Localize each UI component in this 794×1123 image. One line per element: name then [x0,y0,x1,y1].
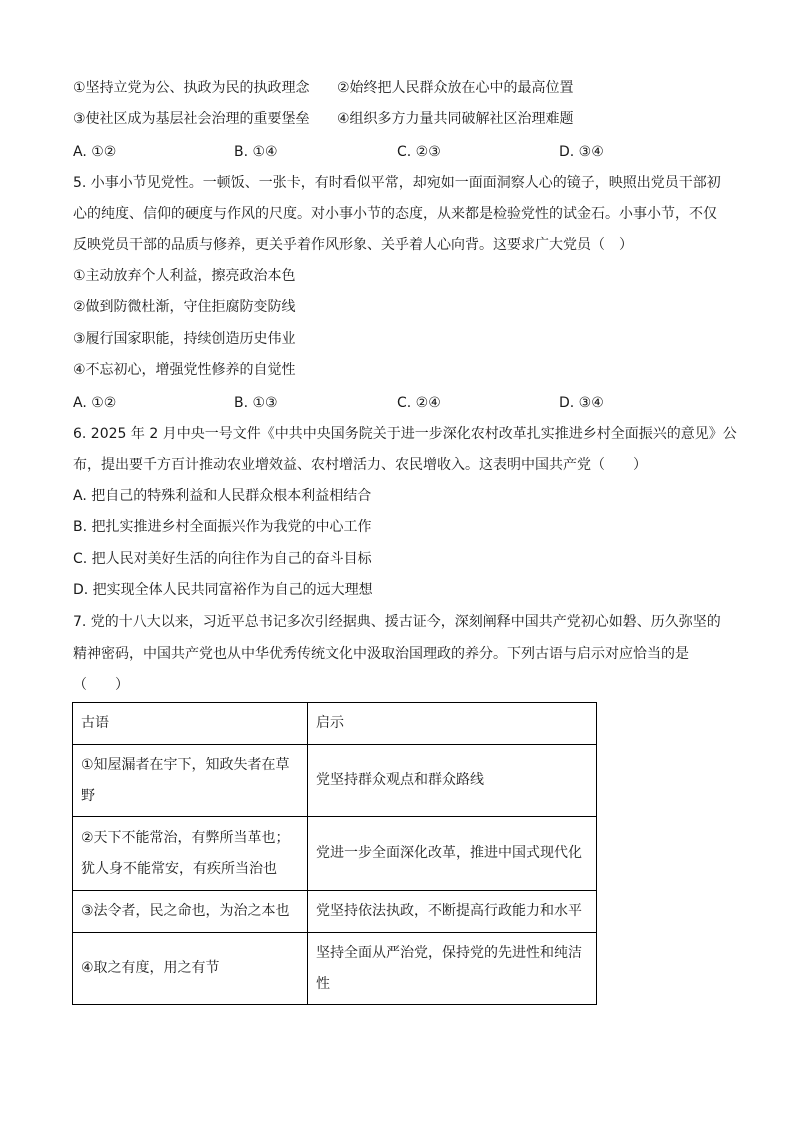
table-row [73,817,597,891]
table-cell-insight: 坚持全面从严治党，保持党的先进性和纯洁性 [308,933,597,1005]
q7-stem-line-1: 7. 党的十八大以来，习近平总书记多次引经据典、援古证今，深刻阐释中国共产党初心如磐、历久弥坚的 [73,614,721,630]
q5-stem-line-2: 心的纯度、信仰的硬度与作风的尺度。对小事小节的态度，从来都是检验党性的试金石。小事小节，不仅 [73,206,717,222]
q6-stem-line-1: 6. 2025 年 2 月中央一号文件《中共中央国务院关于进一步深化农村改革扎实推进乡村全面振兴的意见》公 [73,426,737,442]
q5-choice-a[interactable]: A. ①② [73,395,117,411]
q4-choices [73,142,713,162]
q4-choice-a[interactable]: A. ①② [73,144,117,160]
table-cell-quote: ①知屋漏者在宇下，知政失者在草野 [73,745,308,817]
q6-stem-line-2: 布，提出要千方百计推动农业增效益、农村增活力、农民增收入。这表明中国共产党（ ） [73,457,647,473]
q5-stem-line-3: 反映党员干部的品质与修养，更关乎着作风形象、关乎着人心向背。这要求广大党员（ ） [73,237,633,253]
table-header-quote: 古语 [73,703,308,745]
q6-choice-b[interactable]: B. 把扎实推进乡村全面振兴作为我党的中心工作 [73,519,372,535]
table-row [73,745,597,817]
q5-choice-d[interactable]: D. ③④ [559,395,604,411]
q4-choice-d[interactable]: D. ③④ [559,144,604,160]
q4-option-4: ④组织多方力量共同破解社区治理难题 [337,111,574,127]
table-header-row [73,703,597,745]
table-row [73,933,597,1005]
q7-stem-line-2: 精神密码，中国共产党也从中华优秀传统文化中汲取治国理政的养分。下列古语与启示对应恰当的是 [73,646,689,662]
q4-option-3: ③使社区成为基层社会治理的重要堡垒 [73,111,310,127]
q5-option-4: ④不忘初心，增强党性修养的自觉性 [73,362,296,378]
table-header-insight: 启示 [308,703,597,745]
q6-choice-c[interactable]: C. 把人民对美好生活的向往作为自己的奋斗目标 [73,551,372,567]
q6-choice-d[interactable]: D. 把实现全体人民共同富裕作为自己的远大理想 [73,582,373,598]
q5-choice-b[interactable]: B. ①③ [234,395,278,411]
q4-option-row-1 [73,78,713,98]
q7-stem-line-3: （ ） [73,677,129,693]
table-cell-insight: 党坚持群众观点和群众路线 [308,745,597,817]
table-cell-quote: ④取之有度，用之有节 [73,933,308,1005]
table-cell-insight: 党坚持依法执政，不断提高行政能力和水平 [308,891,597,933]
q4-choice-c[interactable]: C. ②③ [397,144,441,160]
q5-option-2: ②做到防微杜渐，守住拒腐防变防线 [73,299,296,315]
q5-stem-line-1: 5. 小事小节见党性。一顿饭、一张卡，有时看似平常，却宛如一面面洞察人心的镜子，映照出党员干部初 [73,175,721,191]
table-cell-insight: 党进一步全面深化改革，推进中国式现代化 [308,817,597,891]
table-cell-quote: ③法令者，民之命也，为治之本也 [73,891,308,933]
q4-option-1: ①坚持立党为公、执政为民的执政理念 [73,80,310,96]
q5-option-3: ③履行国家职能，持续创造历史伟业 [73,331,296,347]
table-row [73,891,597,933]
q5-option-1: ①主动放弃个人利益，擦亮政治本色 [73,268,296,284]
q4-option-2: ②始终把人民群众放在心中的最高位置 [337,80,574,96]
q6-choice-a[interactable]: A. 把自己的特殊利益和人民群众根本利益相结合 [73,488,372,504]
table-cell-quote: ②天下不能常治，有弊所当革也；犹人身不能常安，有疾所当治也 [73,817,308,891]
q5-choice-c[interactable]: C. ②④ [397,395,441,411]
q4-choice-b[interactable]: B. ①④ [234,144,278,160]
q5-choices [73,393,713,413]
q7-table [72,702,597,1005]
q4-option-row-2 [73,109,713,129]
